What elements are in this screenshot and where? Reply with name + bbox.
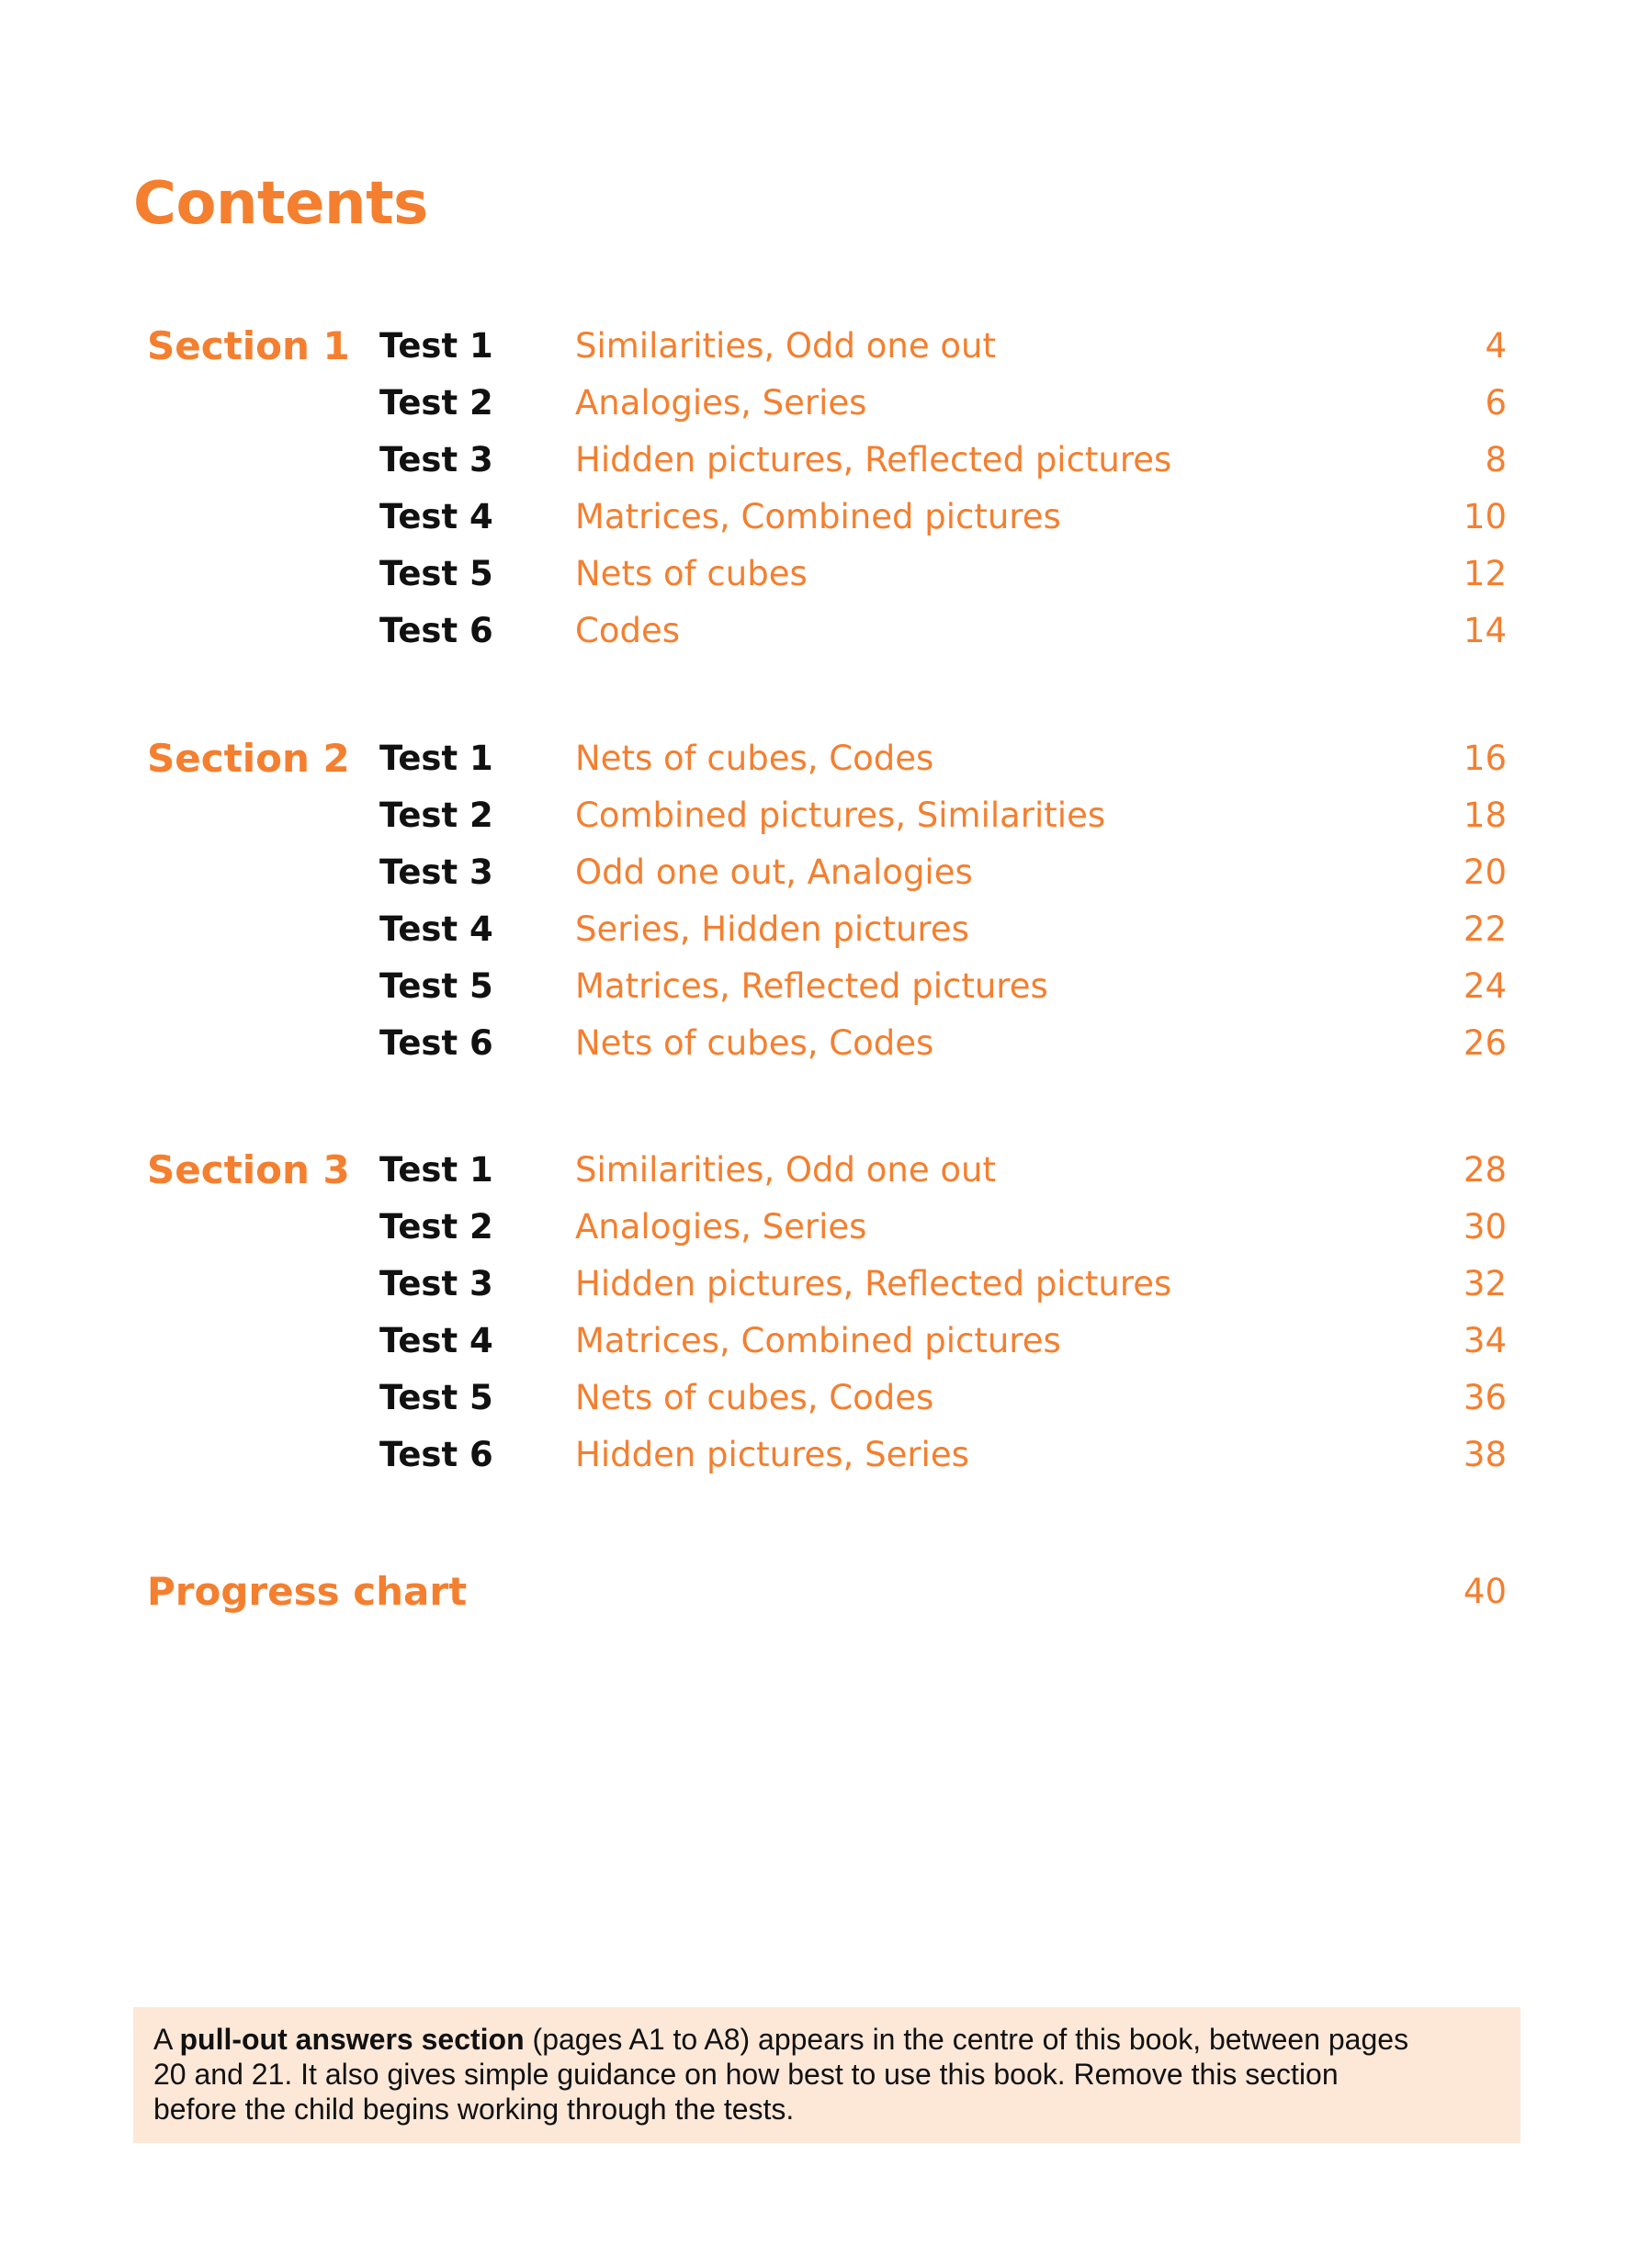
test-topics: Nets of cubes [575, 554, 808, 593]
toc-row[interactable] [379, 1142, 1507, 1199]
test-topics: Matrices, Combined pictures [575, 497, 1061, 536]
test-label: Test 5 [379, 554, 493, 593]
page-number: 4 [1485, 326, 1507, 366]
page-number: 14 [1463, 611, 1507, 650]
page-number: 20 [1463, 852, 1507, 892]
test-label: Test 1 [379, 1150, 493, 1190]
progress-chart-label: Progress chart [147, 1569, 468, 1614]
test-label: Test 6 [379, 611, 493, 650]
page-number: 12 [1463, 554, 1507, 593]
section-label: Section 1 [147, 323, 350, 368]
test-topics: Nets of cubes, Codes [575, 739, 934, 778]
toc-row[interactable] [379, 1199, 1507, 1256]
toc-row[interactable] [379, 787, 1507, 844]
page-number: 6 [1485, 383, 1507, 423]
toc-list [379, 730, 1507, 1072]
toc-row[interactable] [379, 958, 1507, 1015]
test-topics: Combined pictures, Similarities [575, 795, 1106, 835]
section-label: Section 3 [147, 1147, 350, 1192]
test-topics: Nets of cubes, Codes [575, 1023, 934, 1063]
toc-row[interactable] [379, 901, 1507, 958]
page-number: 8 [1485, 440, 1507, 480]
toc-row[interactable] [379, 1015, 1507, 1072]
test-label: Test 3 [379, 440, 493, 480]
test-label: Test 6 [379, 1023, 493, 1063]
page-number: 16 [1463, 739, 1507, 778]
progress-chart-entry[interactable] [147, 1562, 1507, 1622]
test-topics: Nets of cubes, Codes [575, 1378, 934, 1417]
page-number: 26 [1463, 1023, 1507, 1063]
test-label: Test 5 [379, 966, 493, 1006]
toc-row[interactable] [379, 730, 1507, 787]
toc-row[interactable] [379, 1370, 1507, 1427]
test-topics: Matrices, Reflected pictures [575, 966, 1048, 1006]
test-label: Test 2 [379, 1207, 493, 1247]
page-number: 38 [1463, 1435, 1507, 1474]
toc-row[interactable] [379, 489, 1507, 546]
toc-row[interactable] [379, 546, 1507, 603]
note-line: 20 and 21. It also gives simple guidance on how best to use this book. Remove this section [153, 2058, 1339, 2091]
test-topics: Matrices, Combined pictures [575, 1321, 1061, 1360]
toc-list [379, 318, 1507, 660]
test-label: Test 2 [379, 383, 493, 423]
page-title: Contents [133, 170, 428, 238]
note-line: before the child begins working through the tests. [153, 2093, 795, 2126]
test-label: Test 1 [379, 739, 493, 778]
test-topics: Hidden pictures, Reflected pictures [575, 440, 1172, 480]
answers-note-box [133, 2007, 1520, 2143]
note-highlight: pull-out answers section [179, 2023, 525, 2056]
toc-row[interactable] [379, 603, 1507, 660]
page-number: 10 [1463, 497, 1507, 536]
test-label: Test 4 [379, 909, 493, 949]
toc-row[interactable] [379, 432, 1507, 489]
test-topics: Similarities, Odd one out [575, 326, 996, 366]
page-number: 36 [1463, 1378, 1507, 1417]
test-label: Test 6 [379, 1435, 493, 1474]
test-topics: Analogies, Series [575, 383, 867, 423]
test-label: Test 4 [379, 497, 493, 536]
page-number: 28 [1463, 1150, 1507, 1190]
test-label: Test 3 [379, 852, 493, 892]
test-topics: Similarities, Odd one out [575, 1150, 996, 1190]
section-label: Section 2 [147, 736, 350, 781]
note-line [153, 2022, 1500, 2057]
test-label: Test 4 [379, 1321, 493, 1360]
toc-list [379, 1142, 1507, 1484]
test-topics: Hidden pictures, Series [575, 1435, 969, 1474]
page-number: 30 [1463, 1207, 1507, 1247]
test-topics: Codes [575, 611, 680, 650]
page-number: 32 [1463, 1264, 1507, 1303]
test-label: Test 3 [379, 1264, 493, 1303]
test-topics: Series, Hidden pictures [575, 909, 969, 949]
test-topics: Analogies, Series [575, 1207, 867, 1247]
page-number: 22 [1463, 909, 1507, 949]
toc-row[interactable] [379, 375, 1507, 432]
test-label: Test 5 [379, 1378, 493, 1417]
page-number: 34 [1463, 1321, 1507, 1360]
note-prefix: A [153, 2023, 180, 2056]
test-label: Test 1 [379, 326, 493, 366]
toc-row[interactable] [379, 1313, 1507, 1370]
note-text: (pages A1 to A8) appears in the centre of this book, between pages [524, 2023, 1409, 2056]
toc-row[interactable] [379, 844, 1507, 901]
test-topics: Odd one out, Analogies [575, 852, 973, 892]
page-number: 24 [1463, 966, 1507, 1006]
test-label: Test 2 [379, 795, 493, 835]
page-number: 40 [1463, 1572, 1507, 1611]
toc-row[interactable] [379, 1256, 1507, 1313]
page-number: 18 [1463, 795, 1507, 835]
test-topics: Hidden pictures, Reflected pictures [575, 1264, 1172, 1303]
toc-row[interactable] [379, 1427, 1507, 1484]
toc-row[interactable] [379, 318, 1507, 375]
